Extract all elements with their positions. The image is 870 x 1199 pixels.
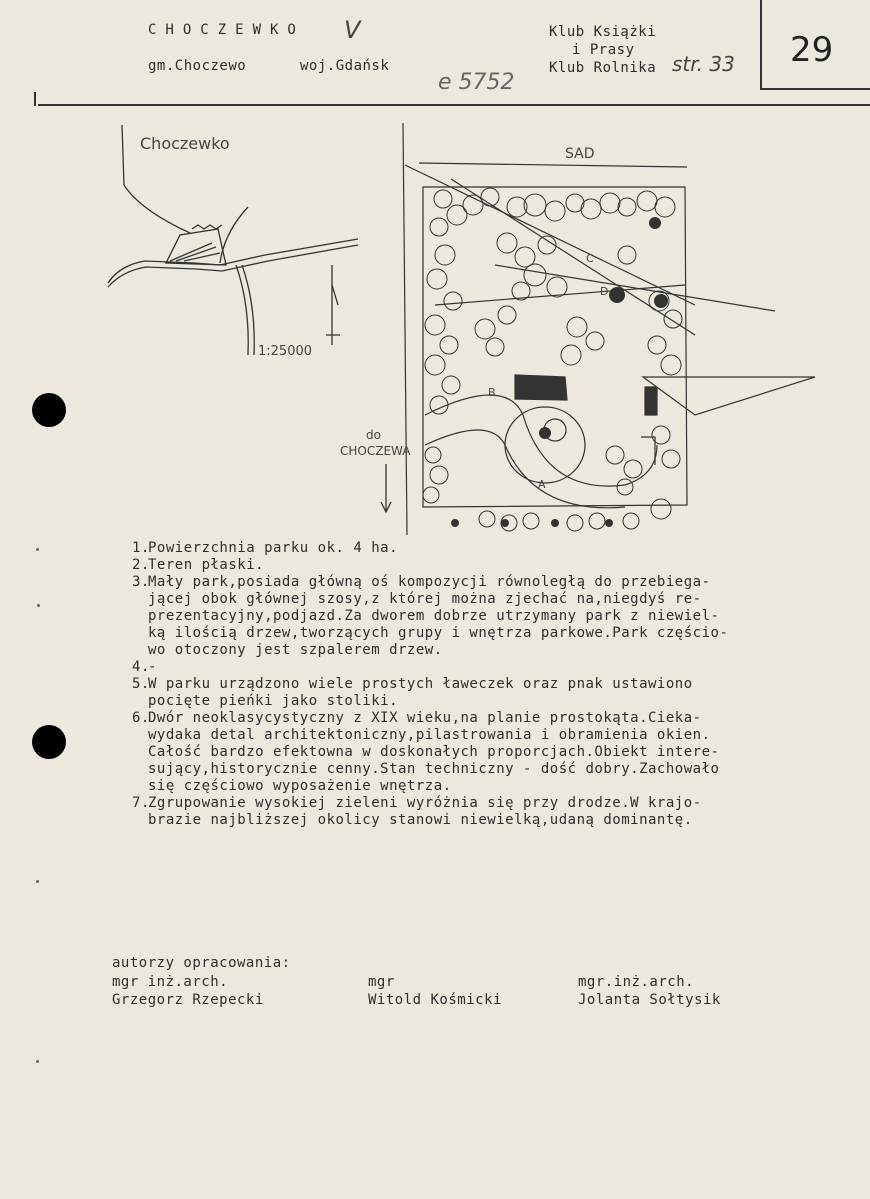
item-number: 7. [132,795,150,811]
direction-label-choczewa: CHOCZEWA [340,444,411,458]
authors-heading: autorzy opracowania: [112,955,291,971]
punch-hole-bottom [32,725,66,759]
author-1-title: mgr inż.arch. [112,974,229,990]
author-3-name: Jolanta Sołtysik [578,992,721,1008]
club-line-1: Klub Książki [549,24,657,40]
punch-hole-top [32,393,66,427]
margin-tick-mark [34,92,44,106]
header-rule [38,104,870,106]
item-text: W parku urządzono wiele prostych ławeczek oraz pnak ustawiono pocięte pieńki jako stoliki. [148,676,693,709]
plan-point-b: B [488,386,496,399]
author-2-title: mgr [368,974,395,990]
item-number: 4. [132,659,150,675]
margin-dot [36,1060,39,1063]
park-plan-sketch [395,115,835,540]
map-place-label: Choczewko [140,134,230,153]
list-item [132,795,832,829]
list-item [132,557,832,574]
item-number: 1. [132,540,150,556]
plan-point-a: A [538,478,546,491]
list-item [132,710,832,795]
list-item [132,574,832,659]
margin-dot [36,548,39,551]
map-scale-label: 1:25000 [258,344,313,359]
club-line-2: i Prasy [572,42,635,58]
page-number: 29 [790,30,834,70]
item-number: 3. [132,574,150,590]
plan-point-c: C [586,252,594,265]
commune-label: gm.Choczewo [148,58,247,74]
item-text: Mały park,posiada główną oś kompozycji równoległą do przebiega- jącej obok głównej szosy,z której można zjechać na,niegdyś re- prezentacyjny,podjazd.Za dworem dobrze utrzymany park z niewiel- ką ilością drzew,tworzących grupy i wnętrza parkowe.Park częścio- wo otoczony jest szpalerem drzew. [148,574,729,658]
page-reference-note: str. 33 [672,52,735,76]
item-number: 6. [132,710,150,726]
catalog-note: e 5752 [438,70,515,95]
direction-label-do: do [366,428,381,442]
margin-dot [37,604,40,607]
direction-arrow [378,462,394,514]
location-sketch-map [100,115,370,365]
tree-clumps [423,188,682,531]
item-number: 2. [132,557,150,573]
item-number: 5. [132,676,150,692]
list-item [132,676,832,710]
author-1-name: Grzegorz Rzepecki [112,992,264,1008]
orchard-label: SAD [565,146,595,162]
list-item [132,659,832,676]
author-3-title: mgr.inż.arch. [578,974,695,990]
place-name-text: CHOCZEWKO [148,22,305,38]
author-2-name: Witold Kośmicki [368,992,502,1008]
item-text: Teren płaski. [148,557,265,573]
description-list [132,540,832,829]
list-item [132,540,832,557]
item-text: Dwór neoklasycystyczny z XIX wieku,na planie prostokąta.Cieka- wydaka detal architektoniczny,pilastrowania i obramienia okien. Całość bardzo efektowna w doskonałych proporcjach.Obiekt intere- sujący,historycznie cenny.Stan techniczny - dość dobry.Zachowało się częściowo wyposażenie wnętrza. [148,710,720,794]
place-name [148,22,305,38]
item-text: Zgrupowanie wysokiej zieleni wyróżnia się przy drodze.W krajo- brazie najbliższej okolicy stanowi niewielką,udaną dominantę. [148,795,702,828]
place-check-mark: V [344,16,361,44]
plan-point-d: D [600,285,609,298]
item-text: - [148,659,157,675]
margin-dot [36,880,39,883]
voivodeship-label: woj.Gdańsk [300,58,390,74]
item-text: Powierzchnia parku ok. 4 ha. [148,540,399,556]
club-line-3: Klub Rolnika [549,60,657,76]
